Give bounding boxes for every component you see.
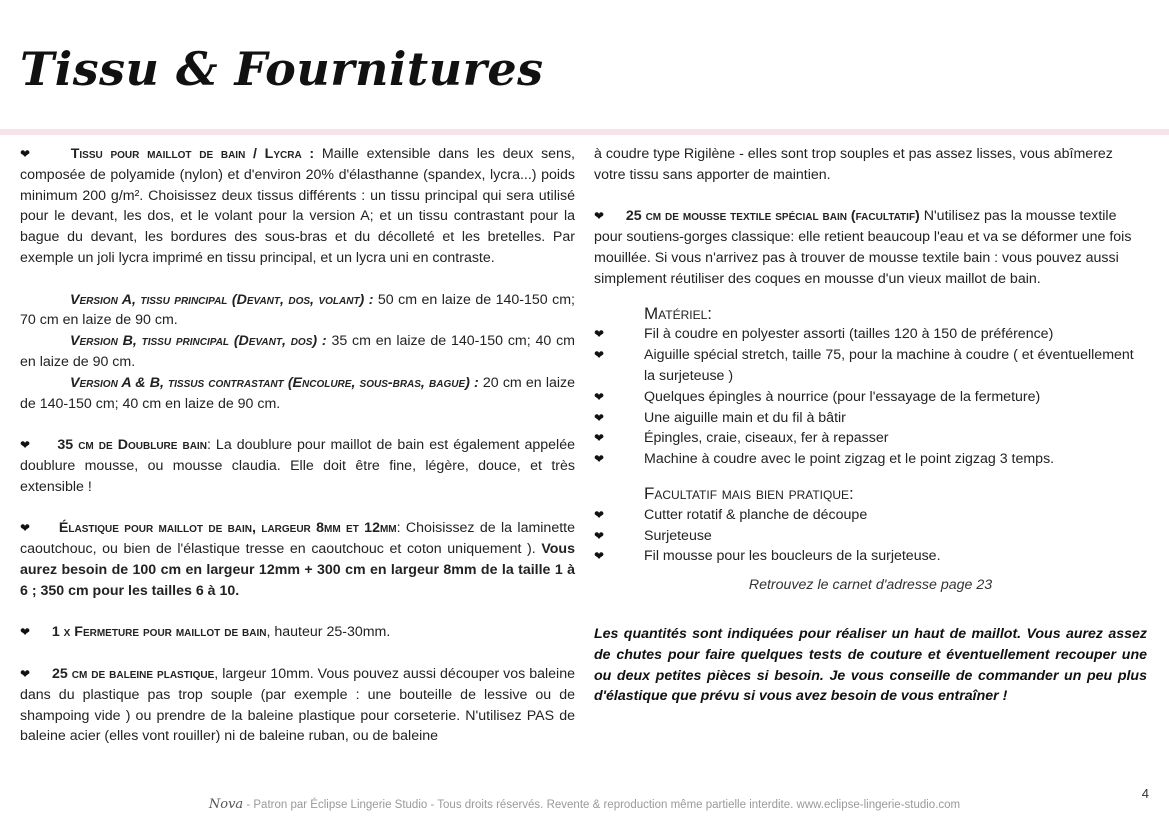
- version-text: 50 cm en laize de 140-150 cm; 70 cm en laize de 90 cm.: [20, 291, 575, 329]
- heart-icon: ❤: [20, 147, 34, 161]
- list-item: ❤ Fil à coudre en polyester assorti (tailles 120 à 150 de préférence): [594, 324, 1147, 345]
- item-doublure: [20, 435, 575, 497]
- item-label: 35 cm de Doublure bain: [57, 437, 207, 454]
- heart-icon: ❤: [20, 438, 32, 453]
- footer-text: - Patron par Éclipse Lingerie Studio - Tous droits réservés. Revente & reproduction même partielle interdite. www.eclipse-lingerie-studio.com: [243, 799, 961, 811]
- baleine-continued: à coudre type Rigilène - elles sont trop souples et pas assez lisses, vous abîmerez votre tissu sans apporter de maintien.: [594, 146, 1113, 183]
- list-item: ❤ Quelques épingles à nourrice (pour l'essayage de la fermeture): [594, 387, 1147, 408]
- item-baleine: [20, 664, 575, 747]
- item-elastique: [20, 518, 575, 601]
- facultatif-list: [594, 505, 1147, 567]
- list-item: ❤ Machine à coudre avec le point zigzag et le point zigzag 3 temps.: [594, 449, 1147, 470]
- heart-icon: ❤: [594, 209, 605, 224]
- footer: [0, 797, 1169, 812]
- footer-brand: Nova: [208, 797, 244, 812]
- facultatif-title: Facultatif mais bien pratique:: [644, 483, 854, 503]
- item-text: Maille extensible dans les deux sens, composée de polyamide (nylon) et d'environ 20% d'élasthanne (spandex, lycra...) poids minimum 200 g/m². Choisissez deux tissus différents : un tissu principal qui sera utilisé pour le devant, les dos, et le volant pour la version A; et un tissu contrastant pour la bague du devant, les bordures des sous-bras et du décolleté et les bretelles. Par exemple un joli lycra imprimé en tissu principal, et un lycra uni en contraste.: [20, 146, 575, 266]
- item-text: , largeur 10mm. Vous pouvez aussi découper vos baleine dans du plastique pas trop souple (par exemple : une bouteille de lessive ou de shampoing vide ) ou prendre de la baleine plastique pour corseterie. N'utilisez PAS de baleine acier (elles vont rouiller) ni de baleine ruban, ou de baleine: [20, 665, 575, 745]
- item-text: N'utilisez pas la mousse textile pour soutiens-gorges classique: elle retient beaucoup l'eau et va se déformer une fois mouillée. Si vous n'arrivez pas à trouver de mousse textile bain : vous pouvez aussi simplement réutiliser des coques en mousse d'un vieux maillot de bain.: [594, 208, 1132, 287]
- header-band: [0, 129, 1169, 135]
- version-b: [20, 331, 575, 373]
- materiel-title: Matériel:: [644, 303, 713, 323]
- heart-icon: ❤: [594, 431, 605, 446]
- list-item: ❤ Surjeteuse: [594, 526, 1147, 547]
- list-item: ❤ Cutter rotatif & planche de découpe: [594, 505, 1147, 526]
- item-text: , hauteur 25-30mm.: [266, 624, 391, 641]
- list-item: ❤ Fil mousse pour les boucleurs de la surjeteuse.: [594, 546, 1147, 567]
- version-label: Version A, tissu principal (Devant, dos, volant) :: [70, 291, 374, 308]
- right-column: [594, 144, 1147, 707]
- version-a: [20, 290, 575, 332]
- heart-icon: ❤: [594, 410, 605, 425]
- version-ab: [20, 373, 575, 415]
- item-text: : Choisissez de la laminette caoutchouc, ou bien de l'élastique tresse en caoutchouc et coton uniquement ).: [20, 520, 575, 558]
- heart-icon: ❤: [20, 666, 31, 681]
- item-emphasis: Vous aurez besoin de 100 cm en largeur 12mm + 300 cm en largeur 8mm de la taille 1 à 6 ; 350 cm pour les tailles 6 à 10.: [20, 541, 575, 599]
- item-fermeture: [20, 622, 575, 643]
- quantities-note: Les quantités sont indiquées pour réaliser un haut de maillot. Vous aurez assez de chutes pour faire quelques tests de couture et éventuellement recouper une ou deux petites pièces si besoin. Je vous conseille de commander un peu plus d'élastique que prévu si vous avez besoin de vous entraîner !: [594, 625, 1147, 705]
- heart-icon: ❤: [20, 625, 31, 640]
- item-lycra: [20, 144, 575, 269]
- item-label: 25 cm de baleine plastique: [52, 665, 215, 682]
- item-label: Élastique pour maillot de bain, largeur 8mm et 12mm: [58, 520, 397, 537]
- heart-icon: ❤: [594, 389, 605, 404]
- heart-icon: ❤: [594, 507, 605, 522]
- item-text: : La doublure pour maillot de bain est également appelée doublure mousse, ou mousse claudia. Elle doit être fine, légère, douce, et très extensible !: [20, 437, 575, 495]
- heart-icon: ❤: [594, 549, 605, 564]
- materiel-list: [594, 324, 1147, 470]
- heart-icon: ❤: [594, 327, 605, 342]
- list-item: ❤ Épingles, craie, ciseaux, fer à repasser: [594, 428, 1147, 449]
- heart-icon: ❤: [594, 452, 605, 467]
- list-item: ❤ Une aiguille main et du fil à bâtir: [594, 408, 1147, 429]
- version-text: 35 cm en laize de 140-150 cm; 40 cm en laize de 90 cm.: [20, 333, 575, 370]
- list-item: ❤ Aiguille spécial stretch, taille 75, pour la machine à coudre ( et éventuellement la surjeteuse ): [594, 347, 1134, 384]
- address-book-note: Retrouvez le carnet d'adresse page 23: [748, 577, 993, 594]
- heart-icon: ❤: [594, 348, 605, 363]
- page-title: Tissu & Fournitures: [20, 42, 544, 96]
- item-label: 25 cm de mousse textile spécial bain (facultatif): [625, 208, 920, 225]
- page-number: 4: [1141, 786, 1149, 801]
- heart-icon: ❤: [20, 521, 32, 536]
- item-label: Tissu pour maillot de bain / Lycra :: [70, 146, 315, 162]
- version-label: Version B, tissu principal (Devant, dos) :: [70, 333, 327, 350]
- version-label: Version A & B, tissus contrastant (Encolure, sous-bras, bague) :: [70, 374, 479, 391]
- item-mousse: [594, 206, 1147, 289]
- heart-icon: ❤: [594, 528, 605, 543]
- item-label: 1 x Fermeture pour maillot de bain: [51, 624, 267, 641]
- version-text: 20 cm en laize de 140-150 cm; 40 cm en laize de 90 cm.: [20, 374, 576, 412]
- left-column: [20, 144, 575, 747]
